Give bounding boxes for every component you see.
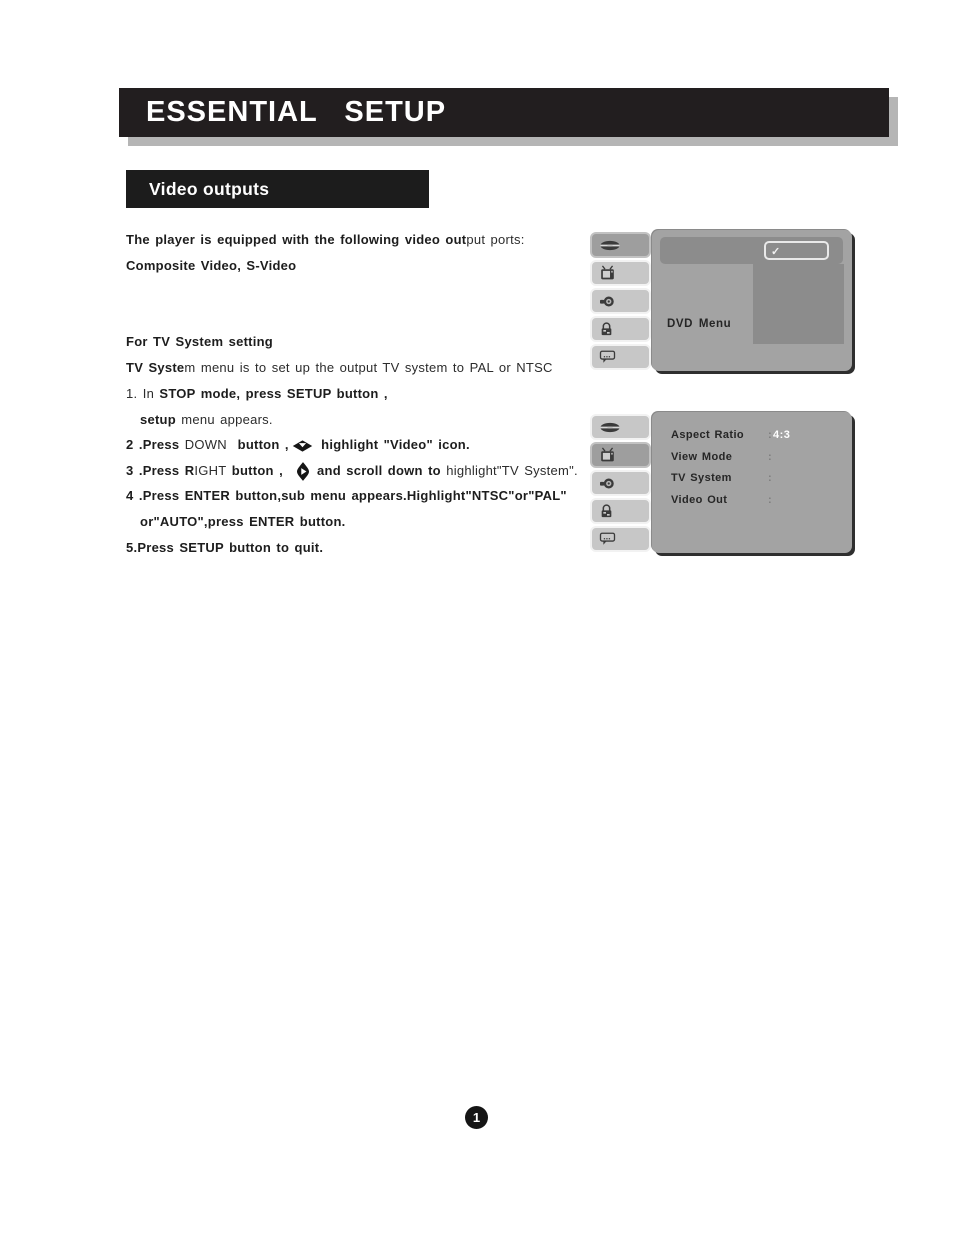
dialog-icon	[599, 350, 616, 364]
text-segment: and scroll down to	[311, 462, 447, 478]
text-segment: 5.Press SETUP button to quit.	[126, 539, 324, 555]
steps-list	[126, 381, 606, 560]
text-segment: highlight "Video" icon.	[315, 437, 470, 453]
text-segment: setup	[140, 411, 176, 427]
step-line	[126, 458, 606, 484]
intro-line-4	[126, 360, 553, 375]
page-title-bar	[119, 88, 889, 137]
step-line	[126, 381, 606, 407]
setting-label: View Mode	[671, 450, 733, 463]
text-segment: put ports:	[466, 232, 525, 247]
setting-separator: :	[768, 472, 772, 484]
speaker-icon	[599, 476, 616, 491]
step-line	[126, 407, 606, 433]
settings-row	[652, 469, 852, 491]
text-segment: 2 .Press	[126, 437, 185, 453]
osd-tab-lock	[590, 498, 651, 524]
section-title: Video outputs	[149, 178, 270, 199]
disc-icon	[599, 422, 621, 433]
setting-label: Video Out	[671, 493, 728, 506]
osd-checkmark-box	[764, 241, 829, 260]
osd-tab-misc	[590, 344, 651, 370]
text-segment: menu appears.	[175, 411, 273, 427]
text-segment: 3 .Press R	[126, 462, 195, 478]
osd-tab-lock	[590, 316, 651, 342]
osd-sidebar	[590, 232, 651, 370]
video-settings-rows	[652, 426, 852, 512]
osd-tab-misc	[590, 526, 651, 552]
step-line	[126, 535, 606, 561]
settings-row	[652, 426, 852, 448]
settings-row	[652, 448, 852, 470]
osd-sidebar	[590, 414, 651, 552]
intro-line-3	[126, 334, 273, 349]
tv-icon	[599, 265, 616, 281]
setting-separator: :	[768, 429, 772, 441]
step-line	[126, 483, 606, 509]
lock-icon	[599, 321, 614, 337]
text-segment: DOWN	[184, 437, 233, 453]
lock-icon	[599, 503, 614, 519]
osd-screenshot-video-settings	[590, 412, 856, 557]
setting-value: 4:3	[773, 429, 791, 441]
text-segment: 4 .Press ENTER button,sub menu appears.Highlight"NTSC"or"PAL"	[126, 488, 567, 504]
text-segment: highlight"TV System".	[446, 462, 578, 478]
setting-label: TV System	[671, 472, 732, 484]
text-segment: m menu is to set up the output TV system to PAL or NTSC	[184, 360, 553, 375]
intro-line-2	[126, 258, 296, 273]
text-segment: or"AUTO",press ENTER button.	[140, 513, 346, 529]
speaker-icon	[599, 294, 616, 309]
osd-menu-label: DVD Menu	[667, 318, 732, 330]
up-down-arrows-icon	[292, 440, 313, 452]
page-number: 1	[472, 1110, 481, 1125]
osd-submenu-block	[753, 264, 844, 344]
osd-panel	[652, 230, 852, 371]
text-segment: STOP mode, press SETUP button ,	[159, 386, 388, 401]
setting-separator: :	[768, 493, 772, 506]
step-line	[126, 432, 606, 458]
osd-panel	[652, 412, 852, 553]
intro-line-1	[126, 232, 525, 247]
page-number-badge	[465, 1106, 488, 1129]
dialog-icon	[599, 532, 616, 546]
osd-tab-disc	[590, 414, 651, 440]
text-segment: The player is equipped with the following video out	[126, 232, 467, 247]
osd-tab-disc	[590, 232, 651, 258]
osd-screenshot-dvd-menu	[590, 230, 856, 375]
step-line	[126, 509, 606, 535]
osd-tab-audio	[590, 288, 651, 314]
text-segment: For TV System setting	[126, 334, 273, 349]
text-segment: button ,	[232, 437, 289, 453]
section-header	[126, 170, 429, 208]
text-segment: button ,	[226, 462, 294, 478]
tv-icon	[599, 447, 616, 463]
text-segment: TV Syste	[126, 360, 185, 375]
osd-tab-video	[590, 260, 651, 286]
right-arrow-icon	[297, 462, 309, 481]
text-segment: 1. In	[126, 386, 160, 401]
osd-tab-audio	[590, 470, 651, 496]
text-segment: IGHT	[194, 462, 227, 478]
text-segment: Composite Video, S-Video	[126, 258, 297, 273]
setting-label: Aspect Ratio	[671, 429, 745, 441]
disc-icon	[599, 240, 621, 251]
settings-row	[652, 491, 852, 513]
page-title: ESSENTIAL SETUP	[146, 96, 447, 128]
check-icon: ✓	[771, 246, 781, 258]
setting-separator: :	[768, 450, 772, 463]
osd-tab-video	[590, 442, 651, 468]
